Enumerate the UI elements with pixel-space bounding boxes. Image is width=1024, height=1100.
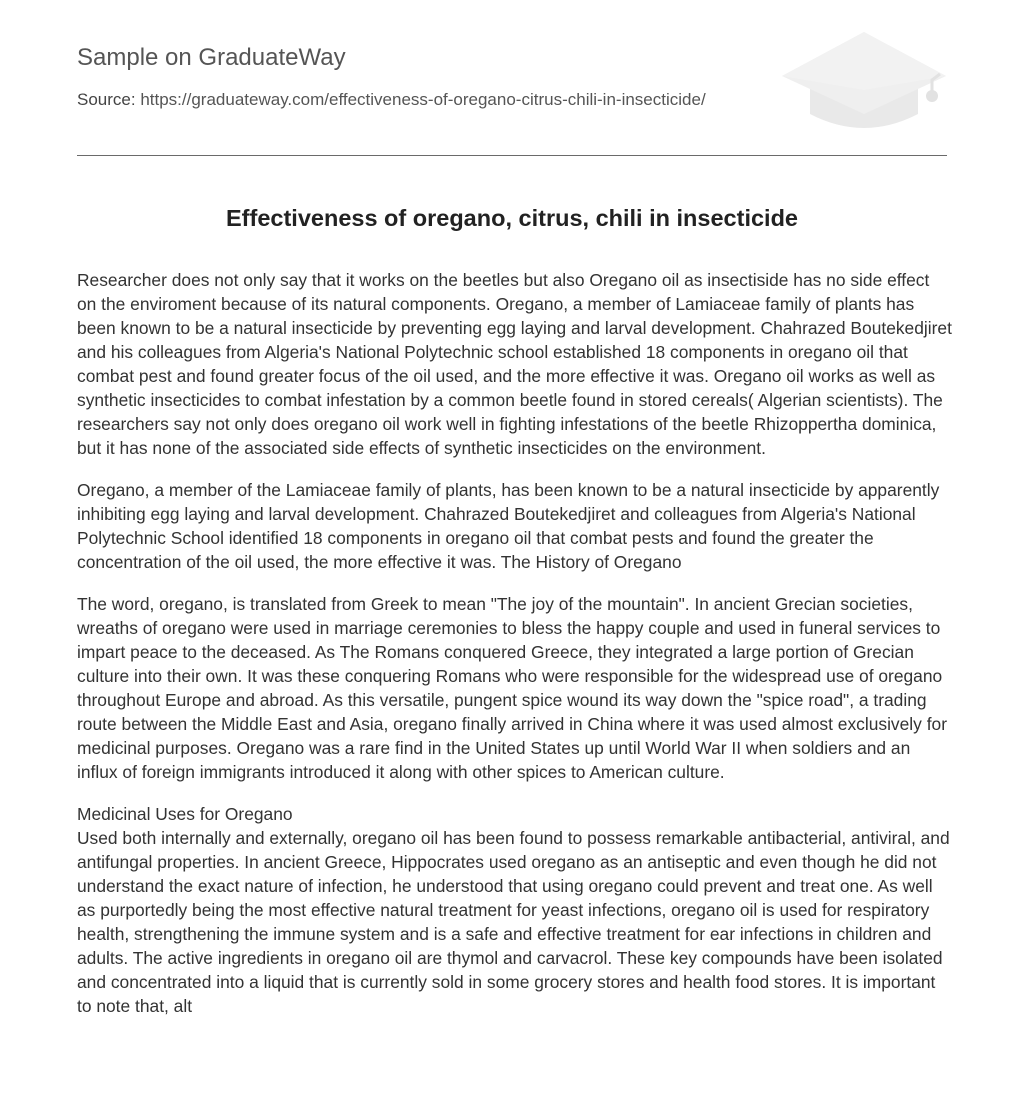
- source-label: Source:: [77, 90, 136, 109]
- page-header: [77, 0, 947, 156]
- source-link[interactable]: https://graduateway.com/effectiveness-of-oregano-citrus-chili-in-insecticide/: [140, 90, 706, 109]
- header-divider: [77, 155, 947, 156]
- section-heading: Medicinal Uses for Oregano: [77, 804, 293, 824]
- paragraph: The word, oregano, is translated from Greek to mean "The joy of the mountain". In ancient Grecian societies, wreaths of oregano were used in marriage ceremonies to bless the happy couple and used in funeral services to impart peace to the deceased. As The Romans conquered Greece, they integrated a large portion of Grecian culture into their own. It was these conquering Romans who were responsible for the widespread use of oregano throughout Europe and abroad. As this versatile, pungent spice wound its way down the "spice road", a trading route between the Middle East and Asia, oregano finally arrived in China where it was used almost exclusively for medicinal purposes. Oregano was a rare find in the United States up until World War II when soldiers and an influx of foreign immigrants introduced it along with other spices to American culture.: [77, 594, 947, 782]
- site-title: Sample on GraduateWay: [77, 44, 346, 71]
- source-line: [77, 90, 706, 110]
- document-title: Effectiveness of oregano, citrus, chili in insecticide: [226, 205, 798, 231]
- graduation-cap-icon: [780, 30, 948, 132]
- paragraph: Oregano, a member of the Lamiaceae family of plants, has been known to be a natural insecticide by apparently inhibiting egg laying and larval development. Chahrazed Boutekedjiret and colleagues from Algeria's National Polytechnic School identified 18 components in oregano oil that combat pests and found the greater the concentration of the oil used, the more effective it was. The History of Oregano: [77, 480, 940, 572]
- paragraph: Researcher does not only say that it works on the beetles but also Oregano oil as insectiside has no side effect on the enviroment because of its natural components. Oregano, a member of Lamiaceae family of plants has been known to be a natural insecticide by preventing egg laying and larval development. Chahrazed Boutekedjiret and his colleagues from Algeria's National Polytechnic school established 18 components in oregano oil that combat pest and found greater focus of the oil used, and the more effective it was. Oregano oil works as well as synthetic insecticides to combat infestation by a common beetle found in stored cereals( Algerian scientists). The researchers say not only does oregano oil work well in fighting infestations of the beetle Rhizoppertha dominica, but it has none of the associated side effects of synthetic insecticides on the environment.: [77, 270, 952, 458]
- document-body: [77, 268, 953, 1036]
- paragraph: Used both internally and externally, oregano oil has been found to possess remarkable antibacterial, antiviral, and antifungal properties. In ancient Greece, Hippocrates used oregano as an antiseptic and even though he did not understand the exact nature of infection, he understood that using oregano could prevent and treat one. As well as purportedly being the most effective natural treatment for yeast infections, oregano oil is used for respiratory health, strengthening the immune system and is a safe and effective treatment for ear infections in children and adults. The active ingredients in oregano oil are thymol and carvacrol. These key compounds have been isolated and concentrated into a liquid that is currently sold in some grocery stores and health food stores. It is important to note that, alt: [77, 828, 950, 1016]
